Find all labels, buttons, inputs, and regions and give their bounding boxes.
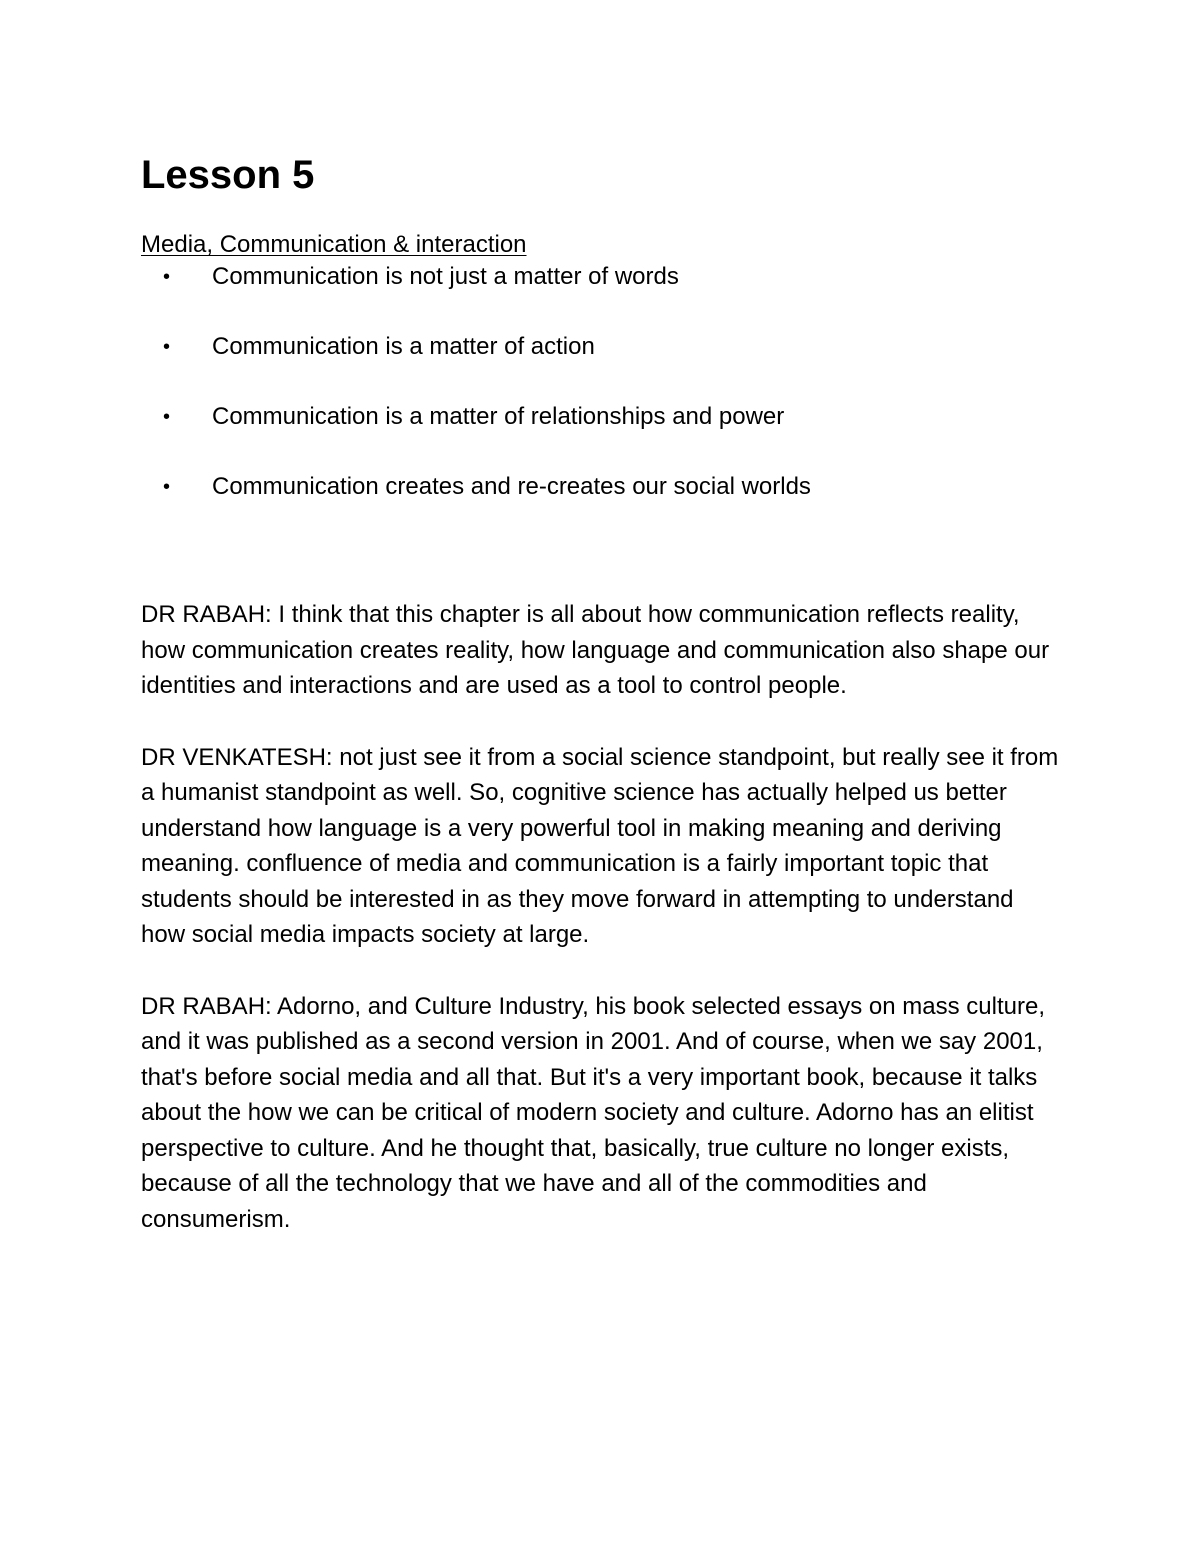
list-item	[141, 332, 1061, 362]
list-item-text: Communication is a matter of relationships and power	[212, 403, 785, 430]
paragraph-venkatesh: DR VENKATESH: not just see it from a social science standpoint, but really see it from a humanist standpoint as well. So, cognitive science has actually helped us better understand how language is a very powerful tool in making meaning and deriving meaning. confluence of media and communication is a fairly important topic that students should be interested in as they move forward in attempting to understand how social media impacts society at large.	[141, 743, 1059, 948]
paragraph-rabah-1: DR RABAH: I think that this chapter is all about how communication reflects reality, how communication creates reality, how language and communication also shape our identities and interactions and are used as a tool to control people.	[141, 601, 1050, 699]
list-item-text: Communication creates and re-creates our social worlds	[212, 473, 811, 500]
bullet-list	[141, 262, 1061, 502]
list-item	[141, 472, 1061, 502]
bullet-icon: •	[163, 336, 171, 358]
bullet-icon: •	[163, 406, 171, 428]
paragraph-rabah-2: DR RABAH: Adorno, and Culture Industry, his book selected essays on mass culture, and it was published as a second version in 2001. And of course, when we say 2001, that's before social media and all that. But it's a very important book, because it talks about the how we can be critical of modern society and culture. Adorno has an elitist perspective to culture. And he thought that, basically, true culture no longer exists, because of all the technology that we have and all of the commodities and consumerism.	[141, 992, 1045, 1233]
document-page	[141, 150, 1061, 1237]
bullet-icon: •	[163, 266, 171, 288]
list-item	[141, 262, 1061, 292]
page-title: Lesson 5	[141, 153, 315, 197]
list-item	[141, 402, 1061, 432]
section-heading: Media, Communication & interaction	[141, 231, 527, 258]
list-item-text: Communication is a matter of action	[212, 333, 595, 360]
list-item-text: Communication is not just a matter of words	[212, 263, 679, 290]
bullet-icon: •	[163, 476, 171, 498]
